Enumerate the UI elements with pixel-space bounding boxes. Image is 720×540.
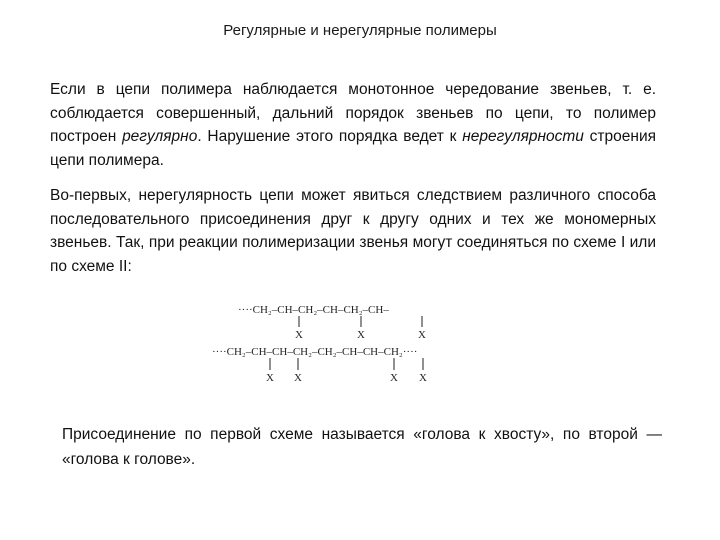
scheme2-substituent-3: X xyxy=(390,372,398,384)
scheme2-chain: ····CH₂–CH–CH–CH₂–CH₂–CH–CH–CH₂···· xyxy=(212,346,418,358)
paragraph1-italic-term-irregularity: нерегулярности xyxy=(462,128,584,145)
paragraph1-text-part2: . Нарушение этого порядка ведет к xyxy=(197,128,463,145)
polymer-chain-schemes-svg xyxy=(200,296,500,388)
scheme1-substituent-3: X xyxy=(418,329,426,341)
scheme2-substituent-1: X xyxy=(266,372,274,384)
scheme1-chain: ····CH₂–CH–CH₂–CH–CH₂–CH– xyxy=(238,304,389,316)
paragraph-regular-polymers xyxy=(50,78,656,172)
scheme1-substituent-2: X xyxy=(357,329,365,341)
paragraph-irregularity-cause: Во-первых, нерегулярность цепи может явиться следствием различного способа последовательного присоединения друг к другу одних и тех же мономерных звеньев. Так, при реакции полимеризации звенья могут соединяться по схеме I или по схеме II: xyxy=(50,187,656,275)
paragraph1-text-part3: строения цепи полимера. xyxy=(50,128,656,169)
scheme2-substituent-2: X xyxy=(294,372,302,384)
paragraph1-italic-term-regularly: регулярно xyxy=(122,128,198,145)
slide-title: Регулярные и нерегулярные полимеры xyxy=(223,22,497,39)
polymer-chain-schemes-figure xyxy=(200,296,500,388)
scheme1-substituent-1: X xyxy=(295,329,303,341)
scheme2-substituent-4: X xyxy=(419,372,427,384)
paragraph-head-tail-definition: Присоединение по первой схеме называется «голова к хвосту», по второй — «голова к голове». xyxy=(62,426,662,468)
paragraph1-text-part1: Если в цепи полимера наблюдается монотонное чередование звеньев, т. е. соблюдается совершенный, дальний порядок звеньев по цепи, то полимер построен xyxy=(50,81,656,145)
